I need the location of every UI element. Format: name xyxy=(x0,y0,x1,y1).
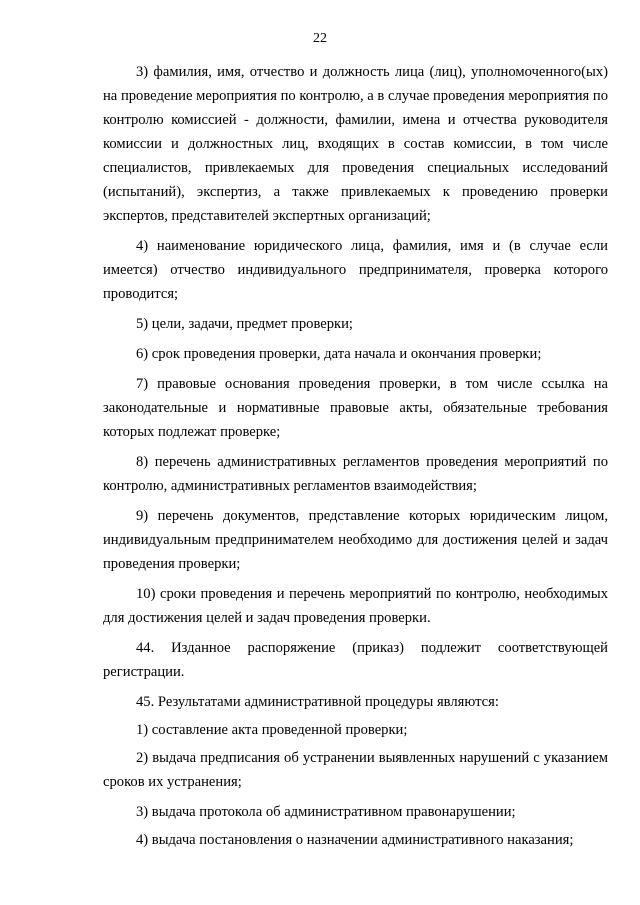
paragraph-item-6: 6) срок проведения проверки, дата начала и окончания проверки; xyxy=(136,346,542,362)
paragraph-clause-45: 45. Результатами административной процедуры являются: xyxy=(136,694,499,710)
document-body xyxy=(103,60,608,856)
paragraph-item-4: 4) наименование юридического лица, фамилия, имя и (в случае если имеется) отчество индивидуального предпринимателя, проверка которого проводится; xyxy=(103,238,608,302)
paragraph-clause-44: 44. Изданное распоряжение (приказ) подлежит соответствующей регистрации. xyxy=(103,640,608,680)
paragraph-item-7: 7) правовые основания проведения проверки, в том числе ссылка на законодательные и нормативные правовые акты, обязательные требования которых подлежат проверке; xyxy=(103,376,608,440)
paragraph-item-5: 5) цели, задачи, предмет проверки; xyxy=(136,316,353,332)
paragraph-result-1: 1) составление акта проведенной проверки; xyxy=(136,722,408,738)
paragraph-result-2: 2) выдача предписания об устранении выявленных нарушений с указанием сроков их устранения; xyxy=(103,750,608,790)
paragraph-result-4: 4) выдача постановления о назначении административного наказания; xyxy=(136,832,574,848)
paragraph-item-8: 8) перечень административных регламентов проведения мероприятий по контролю, административных регламентов взаимодействия; xyxy=(103,454,608,494)
paragraph-result-3: 3) выдача протокола об административном правонарушении; xyxy=(136,804,516,820)
page-number: 22 xyxy=(313,31,327,46)
paragraph-item-9: 9) перечень документов, представление которых юридическим лицом, индивидуальным предпринимателем необходимо для достижения целей и задач проведения проверки; xyxy=(103,508,608,572)
paragraph-item-3: 3) фамилия, имя, отчество и должность лица (лиц), уполномоченного(ых) на проведение мероприятия по контролю, а в случае проведения мероприятия по контролю комиссией - должности, фамилии, имена и отчества руководителя комиссии и должностных лиц, входящих в состав комиссии, в том числе специалистов, привлекаемых для проведения специальных исследований (испытаний), экспертиз, а также привлекаемых к проведению проверки экспертов, представителей экспертных организаций; xyxy=(103,64,608,224)
paragraph-item-10: 10) сроки проведения и перечень мероприятий по контролю, необходимых для достижения целей и задач проведения проверки. xyxy=(103,586,608,626)
